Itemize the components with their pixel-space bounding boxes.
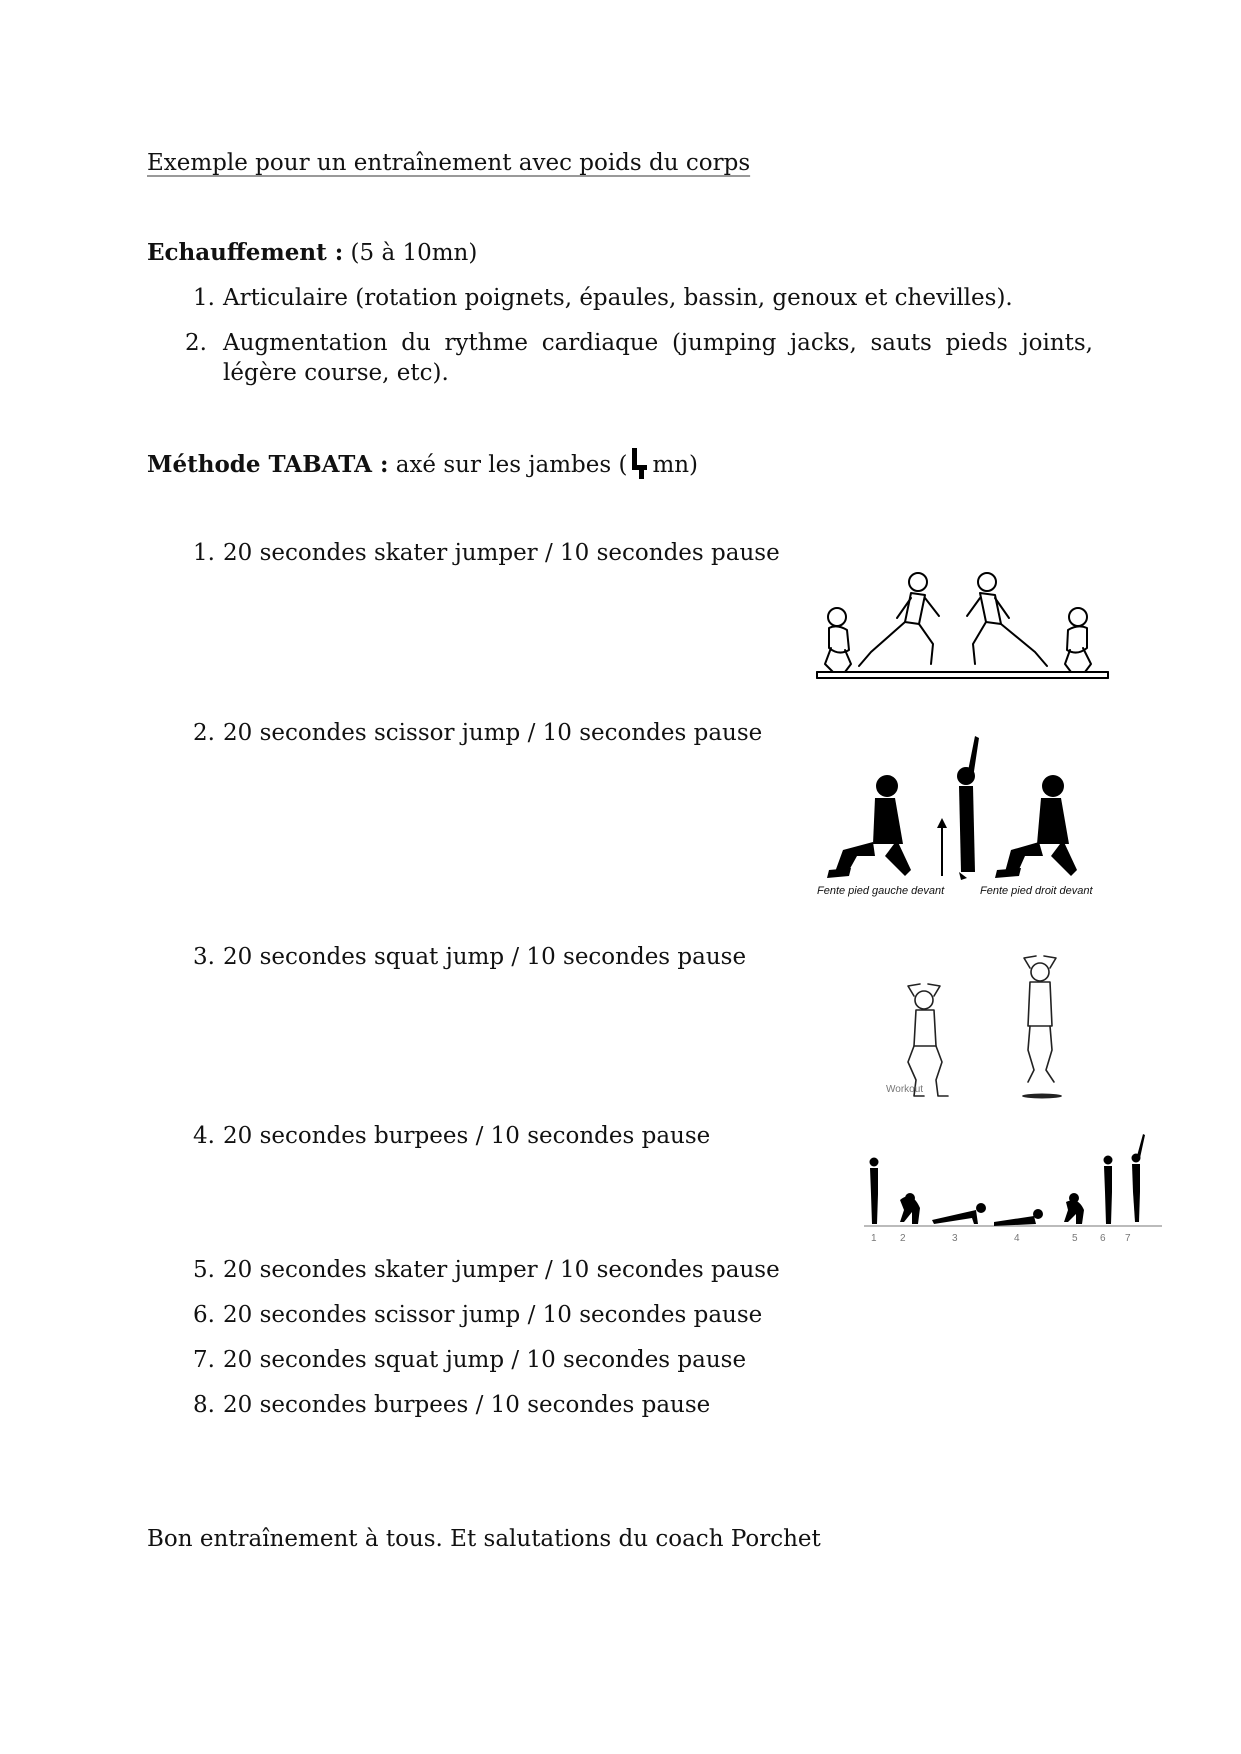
list-item: [147, 1255, 780, 1285]
list-number: 1.: [193, 285, 215, 311]
squat-watermark: Workout: [886, 1084, 924, 1095]
list-text: 20 secondes skater jumper / 10 secondes pause: [223, 540, 780, 566]
list-number: 8.: [193, 1392, 215, 1418]
burpee-step-label: 1: [871, 1233, 877, 1244]
document-title: Exemple pour un entraînement avec poids du corps: [147, 150, 751, 176]
list-text: 20 secondes scissor jump / 10 secondes pause: [223, 720, 763, 746]
burpee-step-label: 5: [1072, 1233, 1078, 1244]
warmup-label: Echauffement :: [147, 239, 344, 266]
closing-text: Bon entraînement à tous. Et salutations du coach Porchet: [147, 1526, 821, 1552]
list-item: [147, 283, 1169, 313]
list-number: 3.: [193, 944, 215, 970]
list-text: Articulaire (rotation poignets, épaules, bassin, genoux et chevilles).: [223, 285, 1013, 311]
list-text: 20 secondes burpees / 10 secondes pause: [223, 1392, 711, 1418]
list-item: [147, 328, 1169, 388]
list-item: [147, 942, 746, 972]
list-number: 2.: [193, 720, 215, 746]
squat-jump-illustration: [880, 950, 1080, 1110]
tabata-text-before: axé sur les jambes (: [388, 452, 628, 478]
burpee-step-label: 6: [1100, 1233, 1106, 1244]
list-number: 2.: [185, 330, 207, 356]
burpee-step-label: 2: [900, 1233, 906, 1244]
list-text: 20 secondes squat jump / 10 secondes pause: [223, 1347, 747, 1373]
list-number: 4.: [193, 1123, 215, 1149]
list-number: 1.: [193, 540, 215, 566]
list-item: [147, 1300, 762, 1330]
list-item: [147, 1345, 746, 1375]
burpee-step-label: 3: [952, 1233, 958, 1244]
list-number: 7.: [193, 1347, 215, 1373]
list-item: [147, 1390, 710, 1420]
warmup-heading: [147, 238, 477, 268]
warmup-list: [147, 283, 1169, 388]
list-text: 20 secondes scissor jump / 10 secondes pause: [223, 1302, 763, 1328]
list-item: [147, 1121, 710, 1151]
skater-jumper-illustration: [815, 568, 1110, 686]
burpee-step-label: 7: [1125, 1233, 1131, 1244]
tabata-text-after: mn): [652, 452, 699, 478]
number-four-icon: [628, 446, 652, 480]
list-item: [147, 718, 762, 748]
tabata-heading: [147, 446, 698, 480]
scissor-caption-left: Fente pied gauche devant: [817, 885, 945, 897]
list-text: Augmentation du rythme cardiaque (jumping jacks, sauts pieds joints, légère course, etc).: [223, 330, 1093, 386]
list-number: 5.: [193, 1257, 215, 1283]
burpee-illustration: [860, 1130, 1166, 1245]
list-item: [147, 538, 780, 568]
warmup-duration: (5 à 10mn): [343, 240, 478, 266]
scissor-caption-right: Fente pied droit devant: [980, 885, 1093, 897]
burpee-step-label: 4: [1014, 1233, 1020, 1244]
list-text: 20 secondes squat jump / 10 secondes pause: [223, 944, 747, 970]
scissor-jump-illustration: [815, 732, 1115, 902]
list-text: 20 secondes burpees / 10 secondes pause: [223, 1123, 711, 1149]
list-number: 6.: [193, 1302, 215, 1328]
list-text: 20 secondes skater jumper / 10 secondes pause: [223, 1257, 780, 1283]
tabata-label: Méthode TABATA :: [147, 451, 389, 478]
